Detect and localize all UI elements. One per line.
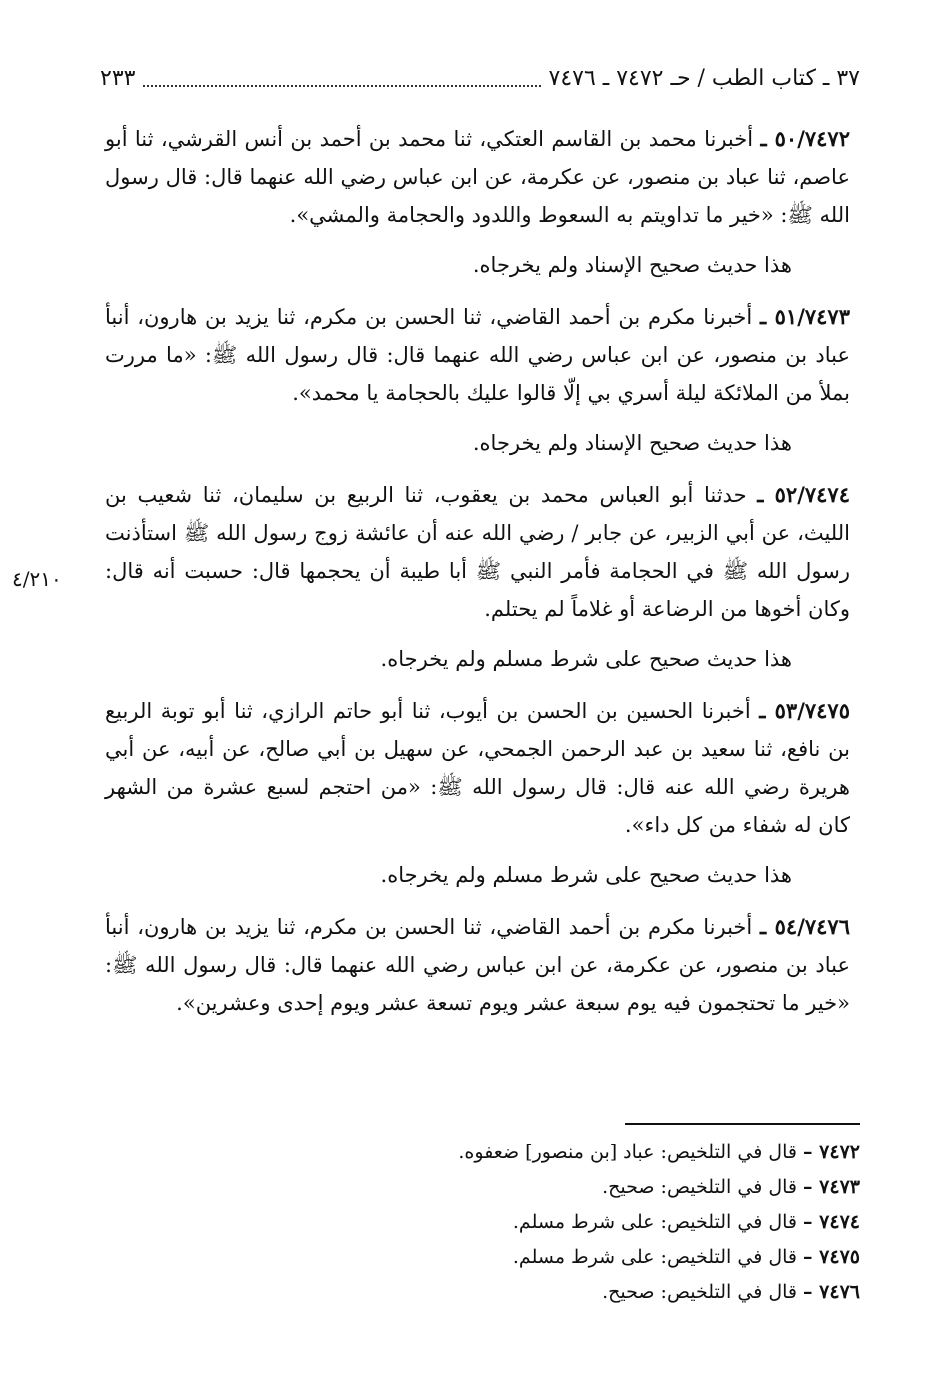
main-text <box>105 120 850 1034</box>
footnote-number: ٧٤٧٢ – <box>803 1141 860 1163</box>
hadith-text: أخبرنا محمد بن القاسم العتكي، ثنا محمد بن أحمد بن أنس القرشي، ثنا أبو عاصم، ثنا عباد بن منصور، عن عكرمة، عن ابن عباس رضي الله عنهما قال: قال رسول الله ﷺ: «خير ما تداويتم به السعوط واللدود والحجامة والمشي». <box>105 127 850 227</box>
hadith-number: ٥٢/٧٤٧٤ ـ <box>757 482 850 507</box>
footnote-text: قال في التلخيص: عباد [بن منصور] ضعفوه. <box>458 1141 797 1163</box>
footnote-number: ٧٤٧٤ – <box>803 1211 860 1233</box>
hadith-verdict: هذا حديث صحيح الإسناد ولم يخرجاه. <box>472 431 792 455</box>
hadith-entry <box>105 120 850 234</box>
footnote <box>105 1240 860 1275</box>
hadith-number: ٥٠/٧٤٧٢ ـ <box>760 126 850 151</box>
footnote-text: قال في التلخيص: صحيح. <box>602 1281 797 1303</box>
page-number: ٢٣٣ <box>100 65 136 91</box>
hadith-text: أخبرنا مكرم بن أحمد القاضي، ثنا الحسن بن مكرم، ثنا يزيد بن هارون، أنبأ عباد بن منصور، عن ابن عباس رضي الله عنهما قال: قال رسول الله ﷺ: «ما مررت بملأ من الملائكة ليلة أسري بي إلّا قالوا عليك بالحجامة يا محمد». <box>105 305 850 405</box>
footnote <box>105 1205 860 1240</box>
hadith-verdict: هذا حديث صحيح على شرط مسلم ولم يخرجاه. <box>380 863 792 887</box>
footnote <box>105 1170 860 1205</box>
footnote-text: قال في التلخيص: على شرط مسلم. <box>512 1246 797 1268</box>
hadith-number: ٥٤/٧٤٧٦ ـ <box>760 914 850 939</box>
footnote <box>105 1135 860 1170</box>
hadith-verdict: هذا حديث صحيح على شرط مسلم ولم يخرجاه. <box>380 647 792 671</box>
footnote-separator <box>625 1123 860 1125</box>
hadith-text: أخبرنا الحسين بن الحسن بن أيوب، ثنا أبو حاتم الرازي، ثنا أبو توبة الربيع بن نافع، ثنا سعيد بن عبد الرحمن الجمحي، عن سهيل بن أبي صالح، عن أبيه، عن أبي هريرة رضي الله عنه قال: قال رسول الله ﷺ: «من احتجم لسبع عشرة من الشهر كان له شفاء من كل داء». <box>105 699 850 837</box>
hadith-entry <box>105 908 850 1022</box>
hadith-entry <box>105 476 850 628</box>
hadith-number: ٥٣/٧٤٧٥ ـ <box>759 698 850 723</box>
hadith-verdict: هذا حديث صحيح الإسناد ولم يخرجاه. <box>472 253 792 277</box>
footnote-text: قال في التلخيص: على شرط مسلم. <box>512 1211 797 1233</box>
hadith-text: أخبرنا مكرم بن أحمد القاضي، ثنا الحسن بن مكرم، ثنا يزيد بن هارون، أنبأ عباد بن منصور، عن عكرمة، عن ابن عباس رضي الله عنهما قال: قال رسول الله ﷺ: «خير ما تحتجمون فيه يوم سبعة عشر ويوم تسعة عشر ويوم إحدى وعشرين». <box>105 915 850 1015</box>
footnotes <box>105 1135 860 1310</box>
leader-dots <box>143 85 540 87</box>
hadith-number: ٥١/٧٤٧٣ ـ <box>760 304 850 329</box>
margin-reference: ٤/٢١٠ <box>12 567 62 591</box>
footnote-text: قال في التلخيص: صحيح. <box>602 1176 797 1198</box>
running-header <box>100 58 860 98</box>
hadith-entry <box>105 298 850 412</box>
hadith-text: حدثنا أبو العباس محمد بن يعقوب، ثنا الربيع بن سليمان، ثنا شعيب بن الليث، عن أبي الزبير، عن جابر / رضي الله عنه أن عائشة زوج رسول الله ﷺ استأذنت رسول الله ﷺ في الحجامة فأمر النبي ﷺ أبا طيبة أن يحجمها قال: حسبت أنه قال: وكان أخوها من الرضاعة أو غلاماً لم يحتلم. <box>105 483 850 621</box>
hadith-entry <box>105 692 850 844</box>
footnote <box>105 1275 860 1310</box>
footnote-number: ٧٤٧٥ – <box>803 1246 860 1268</box>
footnote-number: ٧٤٧٦ – <box>803 1281 860 1303</box>
footnote-number: ٧٤٧٣ – <box>803 1176 860 1198</box>
running-title: ٣٧ ـ كتاب الطب / حـ ٧٤٧٢ ـ ٧٤٧٦ <box>548 65 860 91</box>
